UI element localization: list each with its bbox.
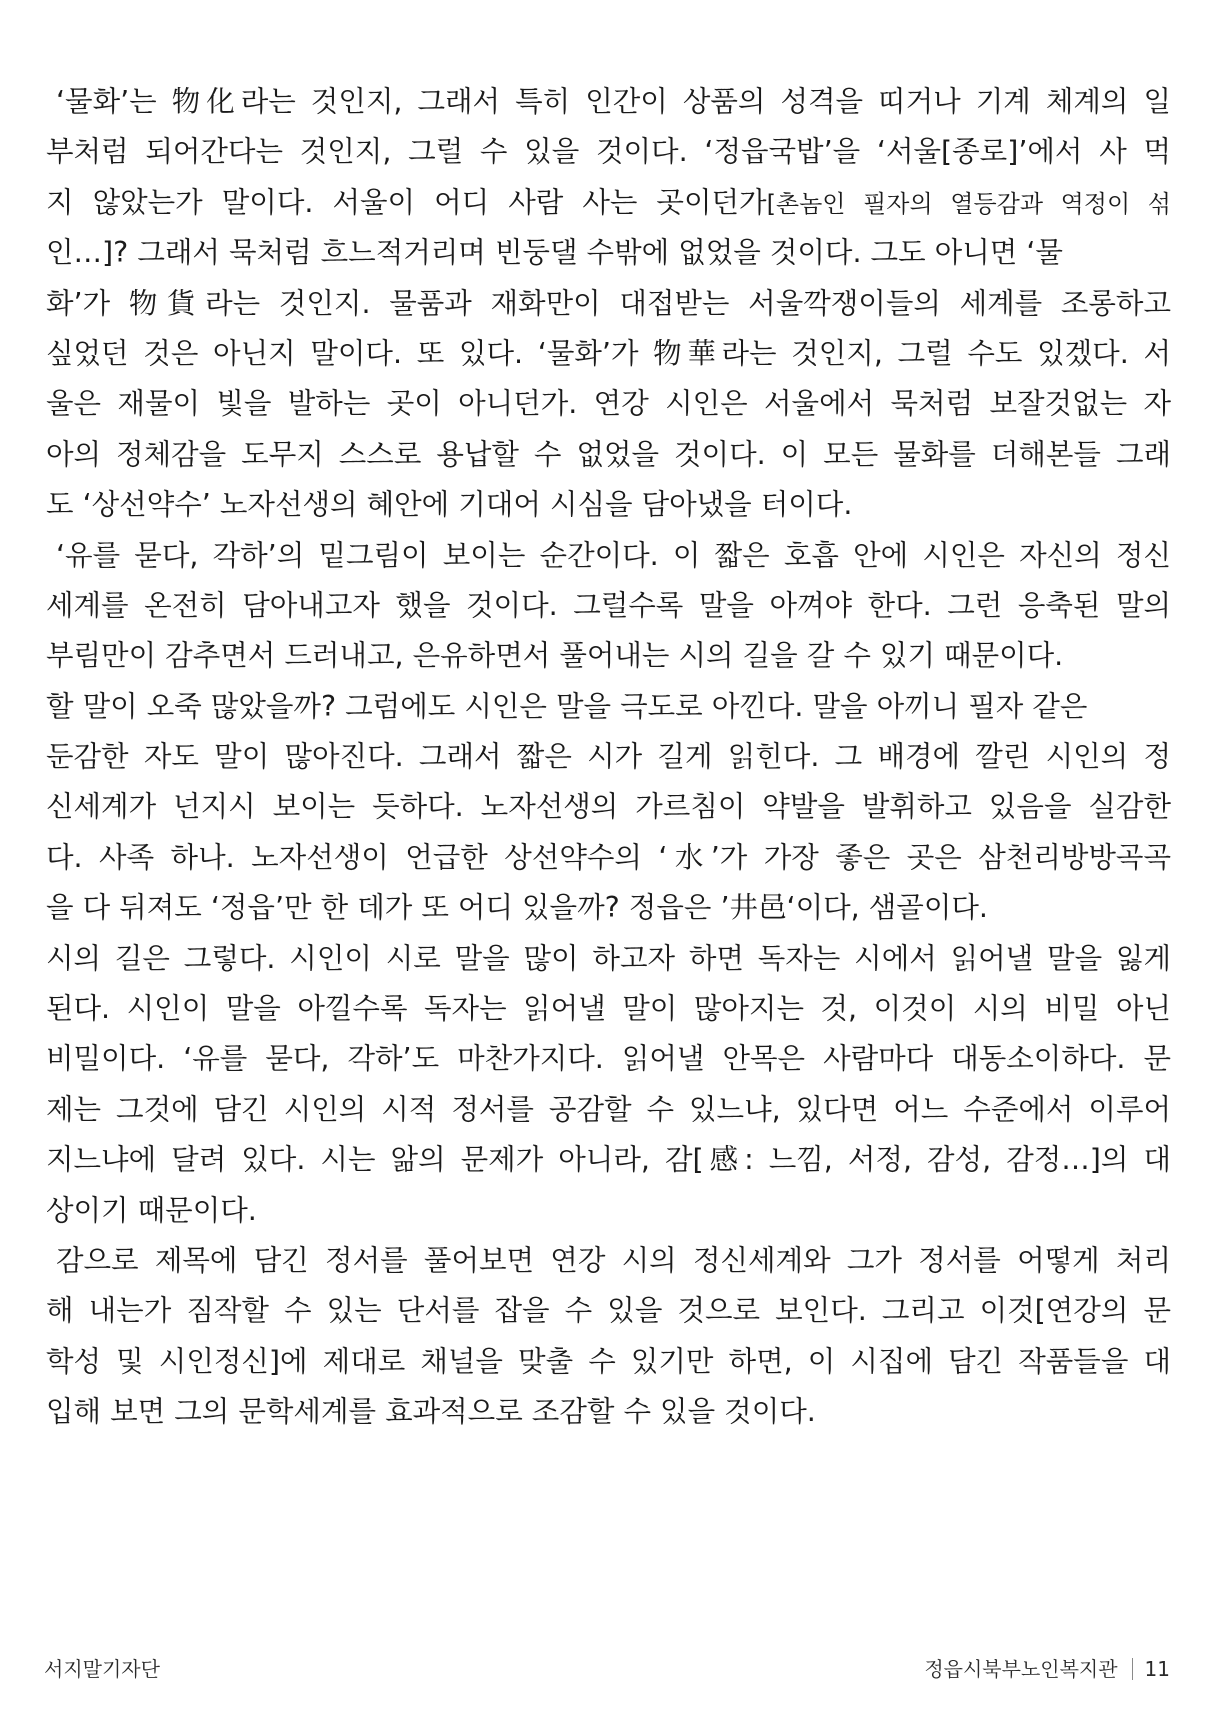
text-line: 세계를 온전히 담아내고자 했을 것이다. 그럴수록 말을 아껴야 한다. 그런 응축된 말의	[46, 588, 1171, 622]
text-line: 인…]? 그래서 묵처럼 흐느적거리며 빈둥댈 수밖에 없었을 것이다. 그도 아니면 ‘물	[46, 236, 1063, 270]
text-line: ‘유를 묻다, 각하’의 밑그림이 보이는 순간이다. 이 짧은 호흡 안에 시인은 자신의 정신	[56, 538, 1171, 572]
footer-divider	[1132, 1658, 1133, 1680]
text-line: 싶었던 것은 아닌지 말이다. 또 있다. ‘물화’가 物華라는 것인지, 그럴 수도 있겠다. 서	[46, 336, 1171, 370]
text-line: 지느냐에 달려 있다. 시는 앎의 문제가 아니라, 감[感: 느낌, 서정, 감성, 감정…]의 대	[46, 1143, 1171, 1177]
text-line: 둔감한 자도 말이 많아진다. 그래서 짧은 시가 길게 읽힌다. 그 배경에 깔린 시인의 정	[46, 740, 1171, 774]
page-number: 11	[1144, 1657, 1170, 1681]
text-line: 다. 사족 하나. 노자선생이 언급한 상선약수의 ‘水’가 가장 좋은 곳은 삼천리방방곡곡	[46, 840, 1171, 874]
footer-publication-name: 서지말기자단	[44, 1657, 160, 1681]
text-line: 화’가 物貨라는 것인지. 물품과 재화만이 대접받는 서울깍쟁이들의 세계를 조롱하고	[46, 286, 1171, 320]
inline-note: [촌놈인 필자의 열등감과 역정이 섞	[766, 189, 1171, 218]
text-line: 울은 재물이 빛을 발하는 곳이 아니던가. 연강 시인은 서울에서 묵처럼 보잘것없는 자	[46, 387, 1171, 421]
text-line: 감으로 제목에 담긴 정서를 풀어보면 연강 시의 정신세계와 그가 정서를 어떻게 처리	[56, 1243, 1171, 1277]
text-line: 비밀이다. ‘유를 묻다, 각하’도 마찬가지다. 읽어낼 안목은 사람마다 대동소이하다. 문	[46, 1042, 1171, 1076]
text-line: ‘물화’는 物化라는 것인지, 그래서 특히 인간이 상품의 성격을 띠거나 기계 체계의 일	[56, 85, 1171, 118]
text-line	[46, 178, 1171, 228]
text-line: 을 다 뒤져도 ‘정읍’만 한 데가 또 어디 있을까? 정읍은 ’井邑‘이다, 샘골이다.	[46, 891, 988, 925]
text-line: 신세계가 넌지시 보이는 듯하다. 노자선생의 가르침이 약발을 발휘하고 있음을 실감한	[46, 790, 1171, 824]
footer-right-group	[924, 1655, 1170, 1683]
text-line: 해 내는가 짐작할 수 있는 단서를 잡을 수 있을 것으로 보인다. 그리고 이것[연강의 문	[46, 1294, 1171, 1328]
text-line: 부처럼 되어간다는 것인지, 그럴 수 있을 것이다. ‘정읍국밥’을 ‘서울[종로]’에서 사 먹	[46, 135, 1171, 169]
text-line: 입해 보면 그의 문학세계를 효과적으로 조감할 수 있을 것이다.	[46, 1395, 816, 1429]
text-line: 된다. 시인이 말을 아낄수록 독자는 읽어낼 말이 많아지는 것, 이것이 시의 비밀 아닌	[46, 992, 1171, 1026]
text-line-main: 지 않았는가 말이다. 서울이 어디 사람 사는 곳이던가	[46, 185, 767, 219]
text-line: 제는 그것에 담긴 시인의 시적 정서를 공감할 수 있느냐, 있다면 어느 수준에서 이루어	[46, 1092, 1171, 1126]
page-footer	[44, 1655, 1170, 1683]
text-line: 시의 길은 그렇다. 시인이 시로 말을 많이 하고자 하면 독자는 시에서 읽어낼 말을 잃게	[46, 941, 1171, 975]
text-line: 도 ‘상선약수’ 노자선생의 혜안에 기대어 시심을 담아냈을 터이다.	[46, 488, 853, 522]
body-text	[46, 77, 1171, 1438]
text-line: 아의 정체감을 도무지 스스로 용납할 수 없었을 것이다. 이 모든 물화를 더해본들 그래	[46, 437, 1171, 471]
text-line: 할 말이 오죽 많았을까? 그럼에도 시인은 말을 극도로 아낀다. 말을 아끼니 필자 같은	[46, 689, 1088, 723]
text-line: 학성 및 시인정신]에 제대로 채널을 맞출 수 있기만 하면, 이 시집에 담긴 작품들을 대	[46, 1344, 1171, 1378]
text-line: 상이기 때문이다.	[46, 1193, 257, 1227]
text-line: 부림만이 감추면서 드러내고, 은유하면서 풀어내는 시의 길을 갈 수 있기 때문이다.	[46, 639, 1064, 673]
footer-organization: 정읍시북부노인복지관	[924, 1657, 1118, 1681]
